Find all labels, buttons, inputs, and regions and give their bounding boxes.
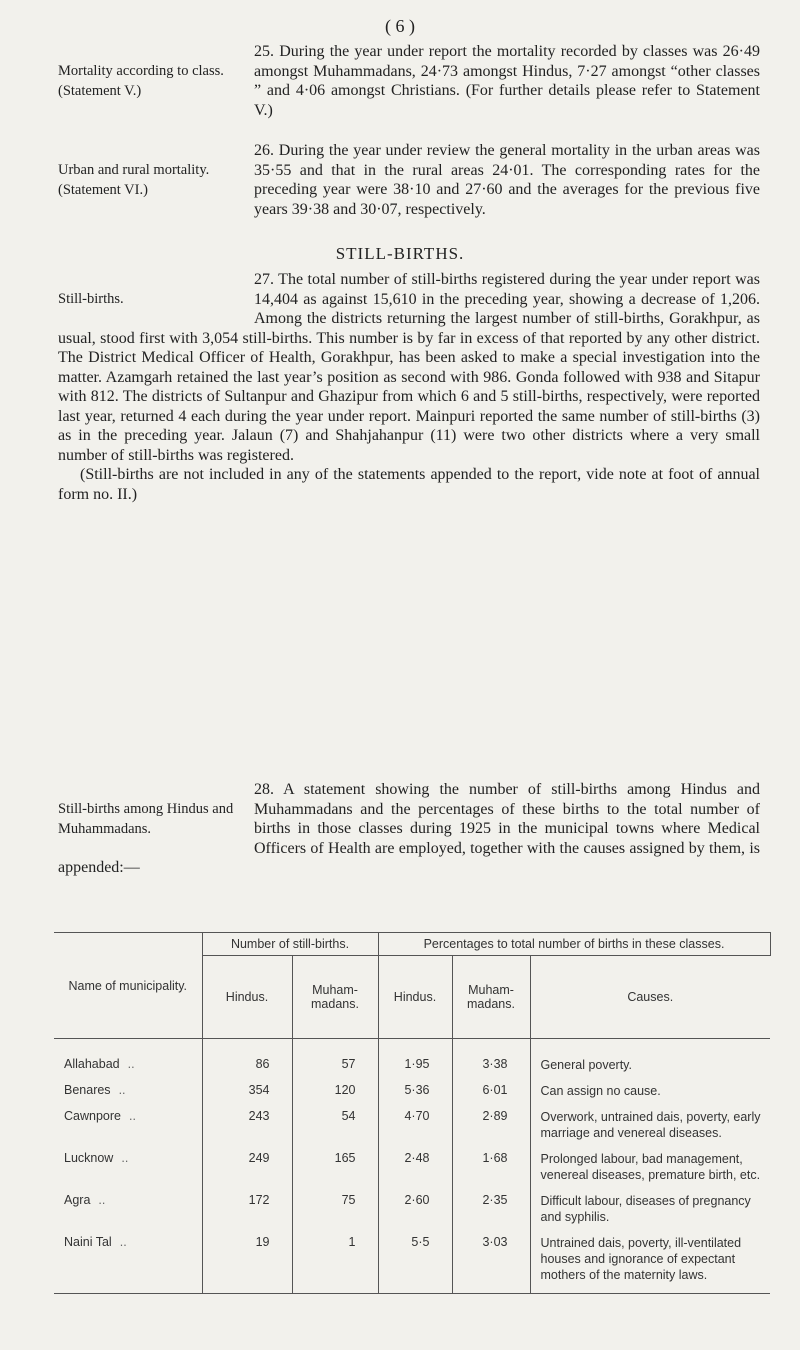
hindus-still-births: 86: [202, 1039, 292, 1079]
table-row: Naini Tal .. 19 1 5·5 3·03 Untrained dais, poverty, ill-ventilated houses and ignorance of expectant mothers of the maternity laws.: [54, 1230, 770, 1294]
muhammadans-percentage: 2·35: [452, 1188, 530, 1230]
paragraph-27: [58, 270, 760, 504]
paragraph-27-note: (Still-births are not included in any of the statements appended to the report, vide note at foot of annual form no. II.): [58, 466, 760, 503]
header-percentages: Percentages to total number of births in these classes.: [378, 933, 770, 956]
paragraph-25: [58, 42, 760, 120]
muhammadans-percentage: 3·03: [452, 1230, 530, 1294]
hindus-percentage: 2·60: [378, 1188, 452, 1230]
hindus-still-births: 243: [202, 1104, 292, 1146]
table-row: Agra .. 172 75 2·60 2·35 Difficult labour, diseases of pregnancy and syphilis.: [54, 1188, 770, 1230]
muhammadans-still-births: 120: [292, 1078, 378, 1104]
paragraph-26: [58, 141, 760, 219]
causes-text: Prolonged labour, bad management, venereal diseases, premature birth, etc.: [530, 1146, 770, 1188]
paragraph-text-27: The total number of still-births registered during the year under report was 14,404 as against 15,610 in the preceding year, showing a decrease of 1,206. Among the districts returning the largest number of still-births, Gorakhpur, as usual, stood first with 3,054 still-births. This number is by far in excess of that reported by any other district. The District Medical Officer of Health, Gorakhpur, has been asked to make a special investigation into the matter. Azamgarh retained the last year’s position as second with 986. Gonda followed with 938 and Sitapur with 812. The districts of Sultanpur and Ghazipur from which 6 and 5 still-births, respectively, were reported last year, returned 4 each during the year under report. Mainpuri reported the same number of still-births (3) as in the preceding year. Jalaun (7) and Shahjahanpur (11) were two other districts where a very small number of still-births was registered.: [58, 271, 760, 464]
municipality-name: Allahabad: [64, 1057, 120, 1071]
table-row: Allahabad .. 86 57 1·95 3·38 General poverty.: [54, 1039, 770, 1079]
muhammadans-still-births: 165: [292, 1146, 378, 1188]
header-number-of-still-births: Number of still-births.: [202, 933, 378, 956]
hindus-still-births: 354: [202, 1078, 292, 1104]
still-births-table: [54, 932, 771, 1294]
muhammadans-still-births: 1: [292, 1230, 378, 1294]
margin-note-26: Urban and rural mortality. (Statement VI.): [58, 162, 210, 198]
municipality-name: Cawnpore: [64, 1109, 121, 1123]
header-causes: Causes.: [530, 956, 770, 1039]
municipality-name: Agra: [64, 1193, 91, 1207]
table-row: Benares .. 354 120 5·36 6·01 Can assign no cause.: [54, 1078, 770, 1104]
paragraph-number-28: 28.: [254, 781, 274, 798]
header-hindus-percent: Hindus.: [378, 956, 452, 1039]
muhammadans-still-births: 57: [292, 1039, 378, 1079]
causes-text: Untrained dais, poverty, ill-ventilated houses and ignorance of expectant mothers of the maternity laws.: [530, 1230, 770, 1294]
paragraph-28: [58, 780, 760, 878]
causes-text: Can assign no cause.: [530, 1078, 770, 1104]
causes-text: Difficult labour, diseases of pregnancy and syphilis.: [530, 1188, 770, 1230]
municipality-name: Naini Tal: [64, 1235, 112, 1249]
hindus-percentage: 4·70: [378, 1104, 452, 1146]
municipality-name: Benares: [64, 1083, 111, 1097]
paragraph-text-26: During the year under review the general mortality in the urban areas was 35·55 and that in the rural areas 24·01. The corresponding rates for the preceding year were 38·10 and 27·60 and the averages for the previous five years 39·38 and 30·07, respectively.: [254, 142, 761, 218]
muhammadans-percentage: 1·68: [452, 1146, 530, 1188]
hindus-still-births: 249: [202, 1146, 292, 1188]
paragraph-text-25: During the year under report the mortality recorded by classes was 26·49 amongst Muhammadans, 24·73 amongst Hindus, 7·27 amongst “other classes ” and 4·06 amongst Christians. (For further details please refer to Statement V.): [254, 43, 761, 119]
municipality-name: Lucknow: [64, 1151, 114, 1165]
header-hindus-number: Hindus.: [202, 956, 292, 1039]
muhammadans-percentage: 3·38: [452, 1039, 530, 1079]
muhammadans-still-births: 75: [292, 1188, 378, 1230]
hindus-percentage: 5·5: [378, 1230, 452, 1294]
muhammadans-still-births: 54: [292, 1104, 378, 1146]
muhammadans-percentage: 6·01: [452, 1078, 530, 1104]
page-number: ( 6 ): [385, 16, 415, 36]
paragraph-number-27: 27.: [254, 271, 274, 288]
header-muhammadans-percent: Muham-madans.: [452, 956, 530, 1039]
paragraph-number-26: 26.: [254, 142, 274, 159]
margin-note-27: Still-births.: [58, 291, 124, 307]
table-row: Lucknow .. 249 165 2·48 1·68 Prolonged labour, bad management, venereal diseases, premature birth, etc.: [54, 1146, 770, 1188]
hindus-percentage: 2·48: [378, 1146, 452, 1188]
paragraph-number-25: 25.: [254, 43, 274, 60]
hindus-still-births: 19: [202, 1230, 292, 1294]
causes-text: Overwork, untrained dais, poverty, early marriage and venereal diseases.: [530, 1104, 770, 1146]
hindus-percentage: 1·95: [378, 1039, 452, 1079]
hindus-still-births: 172: [202, 1188, 292, 1230]
margin-note-25: Mortality according to class. (Statement V.): [58, 63, 224, 99]
header-name-of-municipality: Name of municipality.: [54, 933, 202, 1039]
table-row: Cawnpore .. 243 54 4·70 2·89 Overwork, untrained dais, poverty, early marriage and venereal diseases.: [54, 1104, 770, 1146]
paragraph-text-28: A statement showing the number of still-births among Hindus and Muhammadans and the percentages of these births to the total number of births in those classes during 1925 in the municipal towns where Medical Officers of Health are employed, together with the causes assigned by them, is appended:—: [58, 781, 760, 876]
header-muhammadans-number: Muham-madans.: [292, 956, 378, 1039]
margin-note-28: Still-births among Hindus and Muhammadans.: [58, 801, 234, 837]
hindus-percentage: 5·36: [378, 1078, 452, 1104]
causes-text: General poverty.: [530, 1039, 770, 1079]
muhammadans-percentage: 2·89: [452, 1104, 530, 1146]
section-heading-still-births: STILL-BIRTHS.: [335, 244, 465, 263]
